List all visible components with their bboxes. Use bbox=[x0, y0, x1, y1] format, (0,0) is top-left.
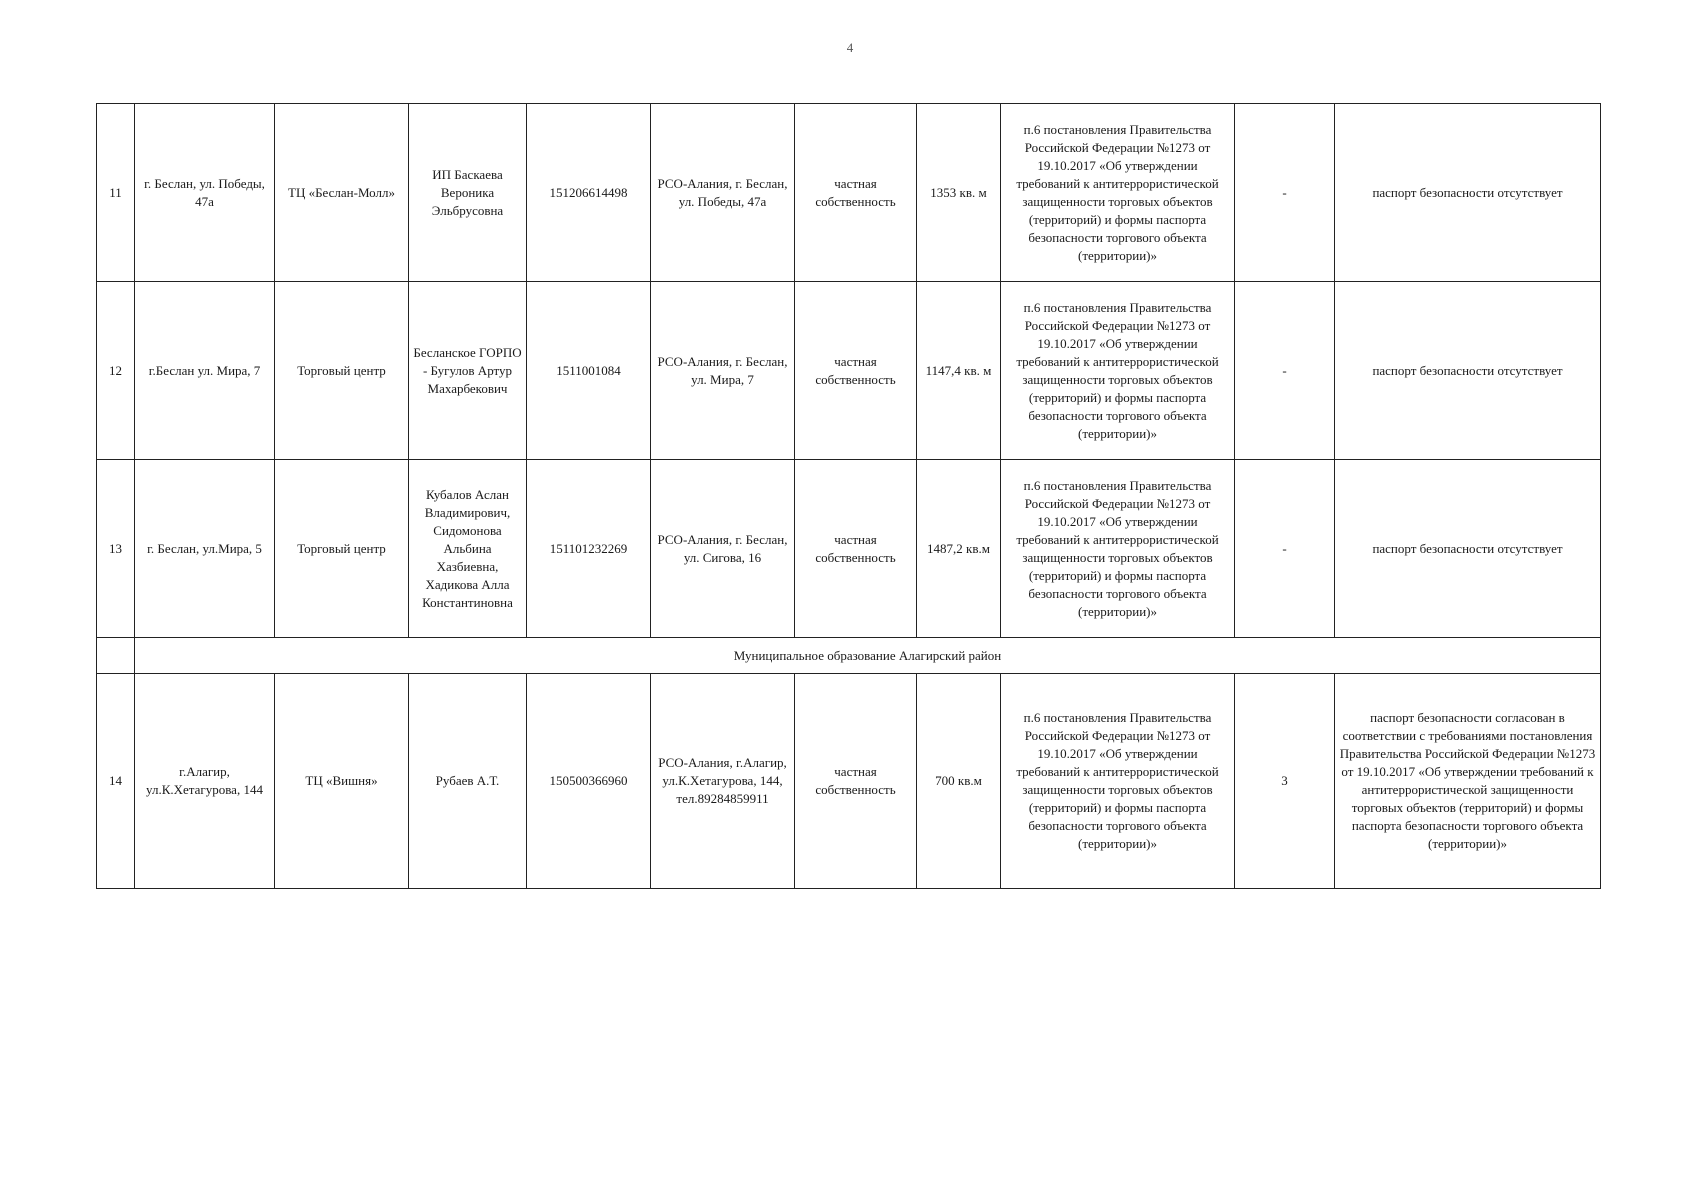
object-owner: Бесланское ГОРПО - Бугулов Артур Махарбекович bbox=[409, 282, 527, 460]
row-number: 14 bbox=[97, 674, 135, 889]
legal-address: РСО-Алания, г.Алагир, ул.К.Хетагурова, 144, тел.89284859911 bbox=[651, 674, 795, 889]
row-number: 12 bbox=[97, 282, 135, 460]
object-area: 1353 кв. м bbox=[917, 104, 1001, 282]
regulation-basis: п.6 постановления Правительства Российской Федерации №1273 от 19.10.2017 «Об утверждении требований к антитеррористической защищенности торговых объектов (территорий) и формы паспорта безопасности торгового объекта (территории)» bbox=[1001, 104, 1235, 282]
object-address: г.Алагир, ул.К.Хетагурова, 144 bbox=[135, 674, 275, 889]
category-value: - bbox=[1235, 104, 1335, 282]
table-row bbox=[97, 460, 1601, 638]
object-area: 1487,2 кв.м bbox=[917, 460, 1001, 638]
row-number: 11 bbox=[97, 104, 135, 282]
table-row bbox=[97, 674, 1601, 889]
object-address: г. Беслан, ул.Мира, 5 bbox=[135, 460, 275, 638]
object-owner: ИП Баскаева Вероника Эльбрусовна bbox=[409, 104, 527, 282]
owner-inn: 151206614498 bbox=[527, 104, 651, 282]
passport-status: паспорт безопасности отсутствует bbox=[1335, 282, 1601, 460]
owner-inn: 1511001084 bbox=[527, 282, 651, 460]
row-number: 13 bbox=[97, 460, 135, 638]
object-area: 700 кв.м bbox=[917, 674, 1001, 889]
object-name: Торговый центр bbox=[275, 460, 409, 638]
passport-status: паспорт безопасности отсутствует bbox=[1335, 460, 1601, 638]
ownership-form: частная собственность bbox=[795, 460, 917, 638]
category-value: - bbox=[1235, 460, 1335, 638]
regulation-basis: п.6 постановления Правительства Российской Федерации №1273 от 19.10.2017 «Об утверждении требований к антитеррористической защищенности торговых объектов (территорий) и формы паспорта безопасности торгового объекта (территории)» bbox=[1001, 674, 1235, 889]
object-address: г. Беслан, ул. Победы, 47а bbox=[135, 104, 275, 282]
object-owner: Рубаев А.Т. bbox=[409, 674, 527, 889]
page-number: 4 bbox=[846, 40, 854, 55]
regulation-basis: п.6 постановления Правительства Российской Федерации №1273 от 19.10.2017 «Об утверждении требований к антитеррористической защищенности торговых объектов (территорий) и формы паспорта безопасности торгового объекта (территории)» bbox=[1001, 282, 1235, 460]
object-name: ТЦ «Беслан-Молл» bbox=[275, 104, 409, 282]
section-row bbox=[97, 638, 1601, 674]
legal-address: РСО-Алания, г. Беслан, ул. Сигова, 16 bbox=[651, 460, 795, 638]
object-name: ТЦ «Вишня» bbox=[275, 674, 409, 889]
ownership-form: частная собственность bbox=[795, 674, 917, 889]
object-area: 1147,4 кв. м bbox=[917, 282, 1001, 460]
owner-inn: 151101232269 bbox=[527, 460, 651, 638]
passport-status: паспорт безопасности согласован в соответствии с требованиями постановления Правительства Российской Федерации №1273 от 19.10.2017 «Об утверждении требований к антитеррористической защищенности торговых объектов (территорий) и формы паспорта безопасности торгового объекта (территории)» bbox=[1335, 674, 1601, 889]
table-row bbox=[97, 282, 1601, 460]
legal-address: РСО-Алания, г. Беслан, ул. Победы, 47а bbox=[651, 104, 795, 282]
trade-objects-table bbox=[96, 103, 1601, 889]
owner-inn: 150500366960 bbox=[527, 674, 651, 889]
passport-status: паспорт безопасности отсутствует bbox=[1335, 104, 1601, 282]
ownership-form: частная собственность bbox=[795, 104, 917, 282]
object-address: г.Беслан ул. Мира, 7 bbox=[135, 282, 275, 460]
section-title: Муниципальное образование Алагирский район bbox=[135, 638, 1601, 674]
object-owner: Кубалов Аслан Владимирович, Сидомонова Альбина Хазбиевна, Хадикова Алла Константиновна bbox=[409, 460, 527, 638]
table-row bbox=[97, 104, 1601, 282]
category-value: 3 bbox=[1235, 674, 1335, 889]
category-value: - bbox=[1235, 282, 1335, 460]
object-name: Торговый центр bbox=[275, 282, 409, 460]
legal-address: РСО-Алания, г. Беслан, ул. Мира, 7 bbox=[651, 282, 795, 460]
regulation-basis: п.6 постановления Правительства Российской Федерации №1273 от 19.10.2017 «Об утверждении требований к антитеррористической защищенности торговых объектов (территорий) и формы паспорта безопасности торгового объекта (территории)» bbox=[1001, 460, 1235, 638]
ownership-form: частная собственность bbox=[795, 282, 917, 460]
section-spacer bbox=[97, 638, 135, 674]
